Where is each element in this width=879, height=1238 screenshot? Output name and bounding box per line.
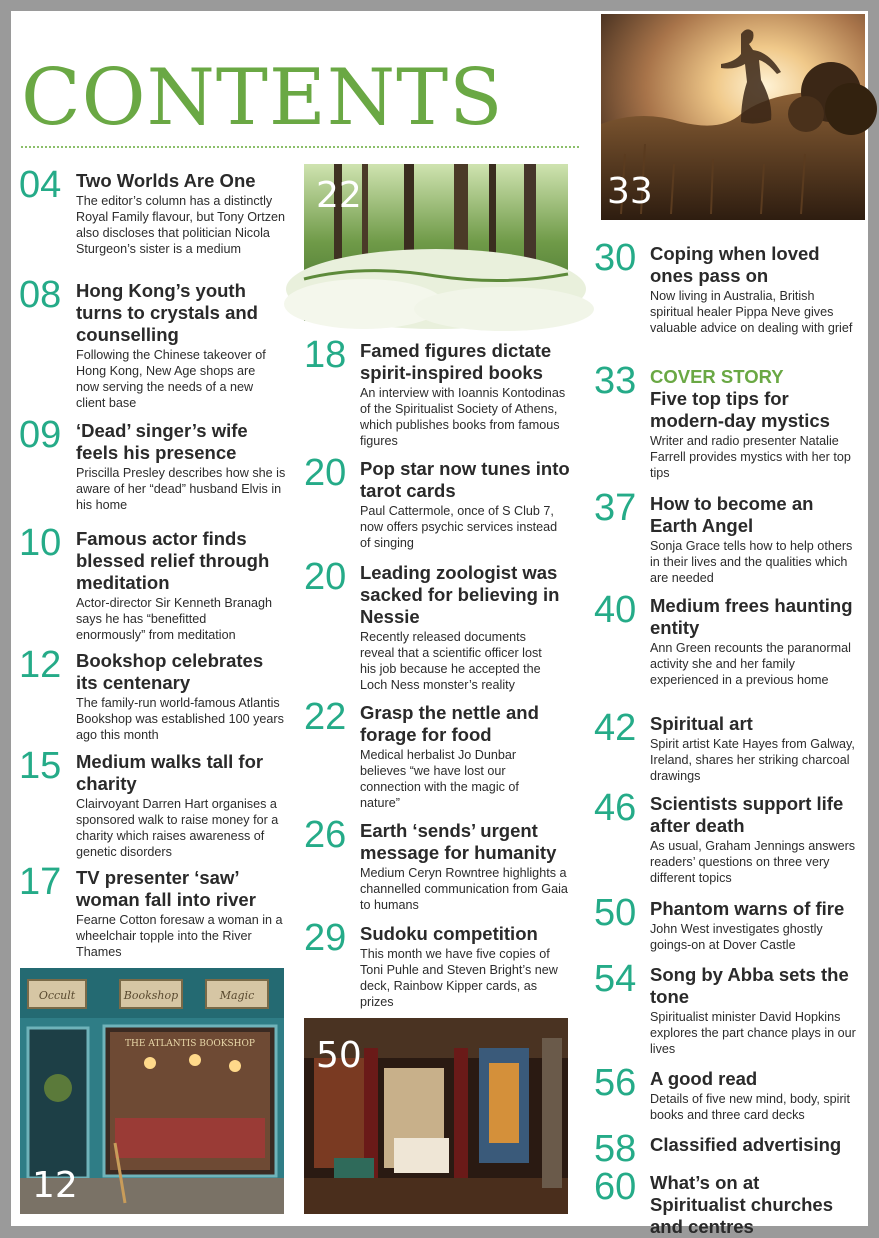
entry-page-number: 26 — [304, 814, 347, 856]
entry-page-number: 22 — [304, 696, 347, 738]
entry-description: The editor’s column has a distinctly Royal Family flavour, but Tony Ortzen also discloses that politician Nicola Sturgeon’s sister is a medium — [76, 194, 286, 256]
entry-headline: Leading zoologist was sacked for believing in Nessie — [360, 562, 560, 627]
entry-description: John West investigates ghostly goings-on at Dover Castle — [650, 922, 823, 952]
entry-description: Paul Cattermole, once of S Club 7, now offers psychic services instead of singing — [360, 504, 558, 550]
entry-page-number: 42 — [594, 707, 637, 749]
entry-description: Sonja Grace tells how to help others in their lives and the qualities which are needed — [650, 539, 853, 585]
entry-description: An interview with Ioannis Kontodinas of the Spiritualist Society of Athens, which publishes books from famous figures — [360, 386, 566, 448]
entry-headline: How to become an Earth Angel — [650, 493, 814, 536]
entry-page-number: 12 — [19, 644, 62, 686]
entry-headline: Two Worlds Are One — [76, 170, 256, 191]
entry-page-number: 37 — [594, 487, 637, 529]
entry-headline: Pop star now tunes into tarot cards — [360, 458, 570, 501]
entry-page-number: 08 — [19, 274, 62, 316]
photo-bookshop-12 — [20, 968, 284, 1214]
entry-page-number: 30 — [594, 237, 637, 279]
entry-headline: Medium frees haunting entity — [650, 595, 853, 638]
entry-headline: TV presenter ‘saw’ woman fall into river — [76, 867, 256, 910]
entry-headline: Grasp the nettle and forage for food — [360, 702, 539, 745]
entry-description: Spiritualist minister David Hopkins explores the part chance plays in our lives — [650, 1010, 856, 1056]
entry-page-number: 54 — [594, 958, 637, 1000]
entry-page-number: 33 — [594, 360, 637, 402]
entry-description: Now living in Australia, British spiritual healer Pippa Neve gives valuable advice on dealing with grief — [650, 289, 853, 335]
sign-bookshop: Bookshop — [123, 989, 179, 1002]
entry-headline: Medium walks tall for charity — [76, 751, 264, 794]
entry-description: Details of five new mind, body, spirit books and three card decks — [650, 1092, 850, 1122]
photo-page-number: 12 — [32, 1165, 78, 1206]
entry-page-number: 40 — [594, 589, 637, 631]
entry-page-number: 50 — [594, 892, 637, 934]
entry-page-number: 20 — [304, 452, 347, 494]
entry-description: Writer and radio presenter Natalie Farrell provides mystics with her top tips — [650, 434, 851, 480]
entry-description: Spirit artist Kate Hayes from Galway, Ireland, shares her striking charcoal drawings — [650, 737, 855, 783]
photo-page-number: 33 — [607, 171, 653, 212]
entry-headline: Earth ‘sends’ urgent message for humanity — [360, 820, 557, 863]
photo-page-number: 22 — [316, 175, 362, 216]
entry-description: Priscilla Presley describes how she is aware of her “dead” husband Elvis in his home — [76, 466, 286, 512]
entry-page-number: 17 — [19, 861, 62, 903]
entry-headline: What’s on at Spiritualist churches and centres — [650, 1172, 833, 1237]
entry-page-number: 29 — [304, 917, 347, 959]
entry-headline: Scientists support life after death — [650, 793, 844, 836]
entry-headline: A good read — [650, 1068, 758, 1089]
entry-page-number: 60 — [594, 1166, 637, 1208]
photo-page-number: 50 — [316, 1035, 362, 1076]
entry-description: Following the Chinese takeover of Hong Kong, New Age shops are now serving the needs of a new client base — [76, 348, 266, 410]
entry-page-number: 56 — [594, 1062, 637, 1104]
entry-headline: Coping when loved ones pass on — [650, 243, 820, 286]
cover-story-kicker: COVER STORY — [650, 366, 784, 387]
entry-description: As usual, Graham Jennings answers readers’ questions on three very different topics — [650, 839, 856, 885]
entry-description: The family-run world-famous Atlantis Bookshop was established 100 years ago this month — [76, 696, 284, 742]
entry-headline: Bookshop celebrates its centenary — [76, 650, 264, 693]
entry-page-number: 46 — [594, 787, 637, 829]
entry-headline: Famous actor finds blessed relief through meditation — [76, 528, 270, 593]
entry-page-number: 10 — [19, 522, 62, 564]
entry-description: Ann Green recounts the paranormal activity she and her family experienced in a previous home — [650, 641, 851, 687]
entry-headline: Phantom warns of fire — [650, 898, 845, 919]
entry-headline: Classified advertising — [650, 1134, 842, 1155]
entry-description: Medium Ceryn Rowntree highlights a channelled communication from Gaia to humans — [360, 866, 568, 912]
entry-description: Recently released documents reveal that a scientific officer lost his job because he accepted the Loch Ness monster’s reality — [360, 630, 542, 692]
entry-headline: Spiritual art — [650, 713, 753, 734]
entry-headline: Sudoku competition — [360, 923, 538, 944]
entry-page-number: 20 — [304, 556, 347, 598]
entry-description: Medical herbalist Jo Dunbar believes “we have lost our connection with the magic of nature” — [360, 748, 519, 810]
entry-page-number: 58 — [594, 1128, 637, 1170]
photo-cover-33 — [601, 14, 865, 220]
entry-description: Clairvoyant Darren Hart organises a sponsored walk to raise money for a charity which raises awareness of genetic disorders — [76, 797, 279, 859]
entry-headline: Five top tips for modern-day mystics — [650, 388, 830, 431]
entry-headline: Song by Abba sets the tone — [650, 964, 849, 1007]
entry-description: Actor-director Sir Kenneth Branagh says he has “benefitted enormously” from meditation — [76, 596, 273, 642]
contents-page — [11, 11, 868, 1237]
entry-headline: Famed figures dictate spirit-inspired books — [360, 340, 552, 383]
entry-page-number: 15 — [19, 745, 62, 787]
window-lettering: THE ATLANTIS BOOKSHOP — [125, 1039, 255, 1049]
dotted-divider — [21, 146, 579, 148]
entry-description: Fearne Cotton foresaw a woman in a wheelchair topple into the River Thames — [76, 913, 283, 959]
sign-occult: Occult — [38, 989, 76, 1002]
entry-page-number: 09 — [19, 414, 62, 456]
entry-description: This month we have five copies of Toni Puhle and Steven Bright’s new deck, Rainbow Kipper cards, as prizes — [360, 947, 558, 1009]
page-title: CONTENTS — [21, 53, 504, 143]
entry-headline: Hong Kong’s youth turns to crystals and counselling — [76, 280, 258, 345]
entry-page-number: 04 — [19, 164, 62, 206]
sign-magic: Magic — [219, 989, 255, 1002]
photo-forest-22 — [304, 164, 568, 321]
entry-headline: ‘Dead’ singer’s wife feels his presence — [76, 420, 248, 463]
photo-castle-50 — [304, 1018, 568, 1214]
entry-page-number: 18 — [304, 334, 347, 376]
